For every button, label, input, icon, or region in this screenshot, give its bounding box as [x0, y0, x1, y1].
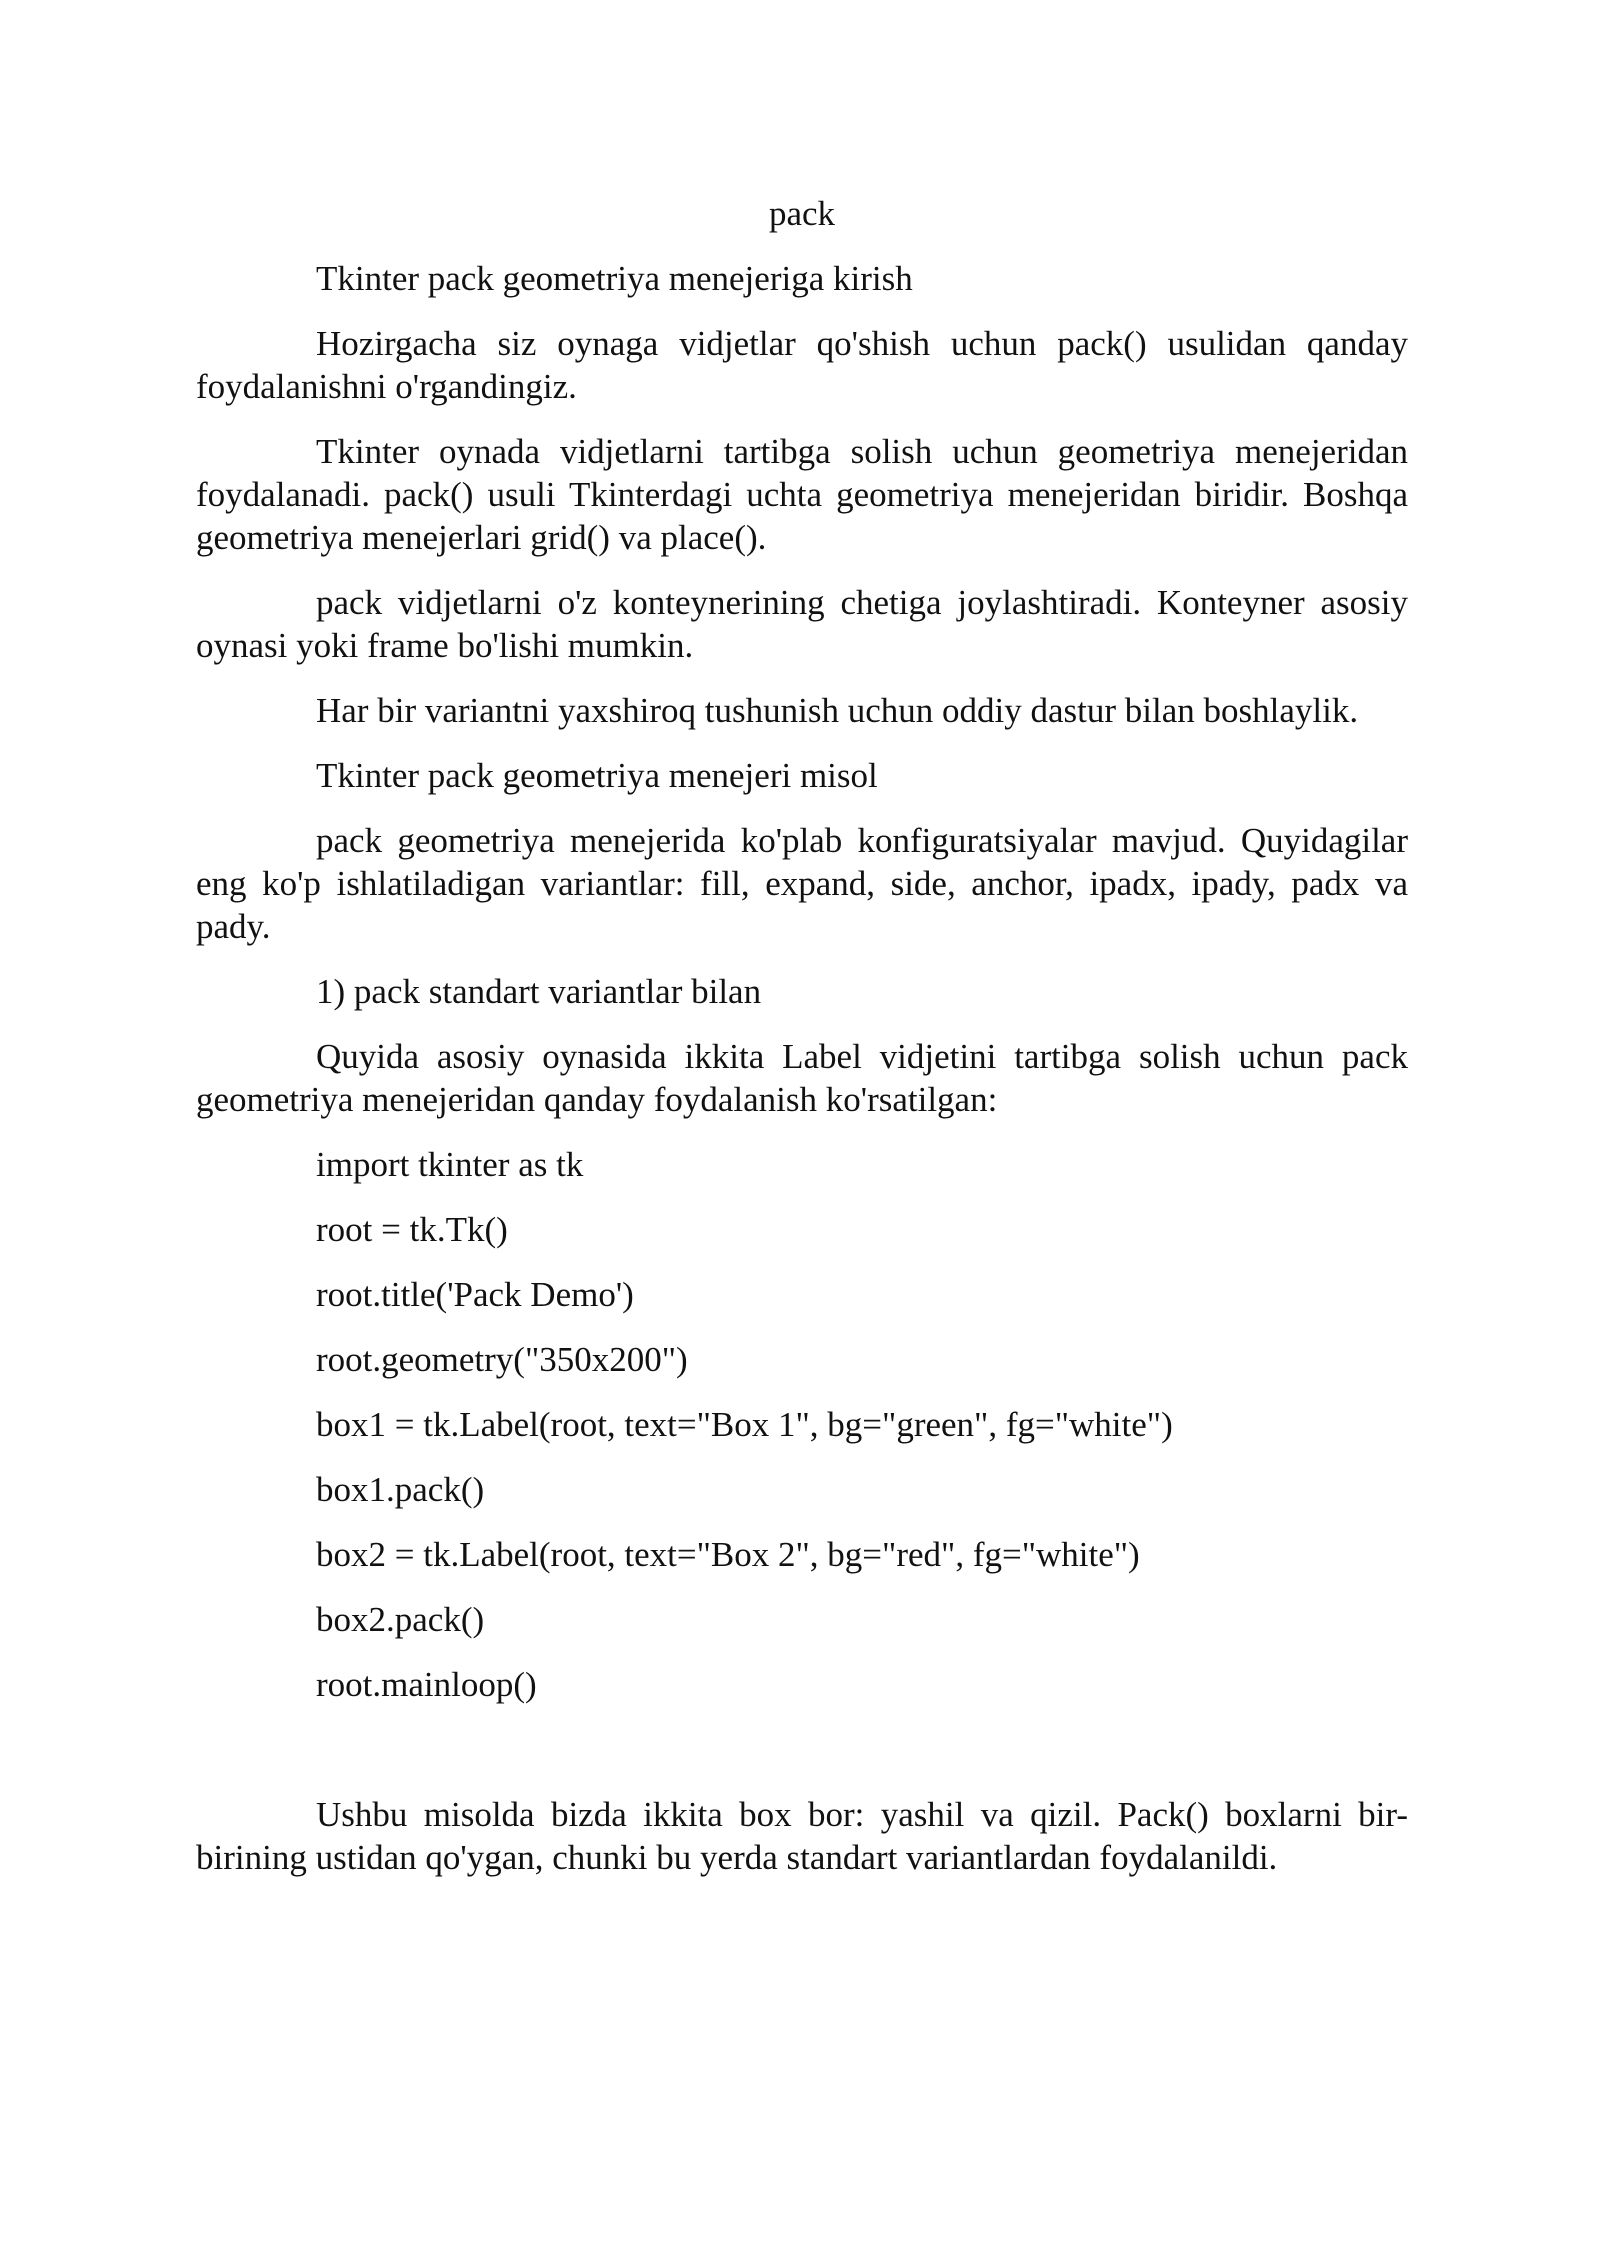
- paragraph: Tkinter oynada vidjetlarni tartibga solish uchun geometriya menejeridan foydalanadi. pack() usuli Tkinterdagi uchta geometriya menejeridan biridir. Boshqa geometriya menejerlari grid() va place().: [196, 432, 1408, 557]
- code-line: root.mainloop(): [316, 1665, 537, 1704]
- code-line: root.geometry("350x200"): [316, 1340, 688, 1379]
- code-line: import tkinter as tk: [316, 1145, 584, 1184]
- paragraph: pack geometriya menejerida ko'plab konfiguratsiyalar mavjud. Quyidagilar eng ko'p ishlatiladigan variantlar: fill, expand, side, anchor, ipadx, ipady, padx va pady.: [196, 821, 1408, 946]
- code-line: root.title('Pack Demo'): [316, 1275, 634, 1314]
- code-line: box1.pack(): [316, 1470, 485, 1509]
- code-block: [196, 1143, 1408, 1706]
- code-line: box1 = tk.Label(root, text="Box 1", bg="green", fg="white"): [316, 1405, 1173, 1444]
- section-heading-intro: Tkinter pack geometriya menejeriga kirish: [316, 259, 913, 298]
- paragraph-conclusion: Ushbu misolda bizda ikkita box bor: yashil va qizil. Pack() boxlarni bir-birining ustidan qo'ygan, chunki bu yerda standart variantlardan foydalanildi.: [196, 1795, 1408, 1877]
- code-line: box2 = tk.Label(root, text="Box 2", bg="red", fg="white"): [316, 1535, 1140, 1574]
- code-line: box2.pack(): [316, 1600, 485, 1639]
- document-page: [196, 192, 1408, 1901]
- code-line: root = tk.Tk(): [316, 1210, 508, 1249]
- blank-space: [196, 1728, 1408, 1793]
- section-heading-example: Tkinter pack geometriya menejeri misol: [316, 756, 878, 795]
- paragraph: Har bir variantni yaxshiroq tushunish uchun oddiy dastur bilan boshlaylik.: [316, 691, 1359, 730]
- section-heading-defaults: 1) pack standart variantlar bilan: [316, 972, 762, 1011]
- paragraph: Hozirgacha siz oynaga vidjetlar qo'shish uchun pack() usulidan qanday foydalanishni o'rgandingiz.: [196, 324, 1408, 406]
- document-title: pack: [768, 194, 836, 233]
- paragraph: pack vidjetlarni o'z konteynerining chetiga joylashtiradi. Konteyner asosiy oynasi yoki frame bo'lishi mumkin.: [196, 583, 1408, 665]
- paragraph: Quyida asosiy oynasida ikkita Label vidjetini tartibga solish uchun pack geometriya menejeridan qanday foydalanish ko'rsatilgan:: [196, 1037, 1408, 1119]
